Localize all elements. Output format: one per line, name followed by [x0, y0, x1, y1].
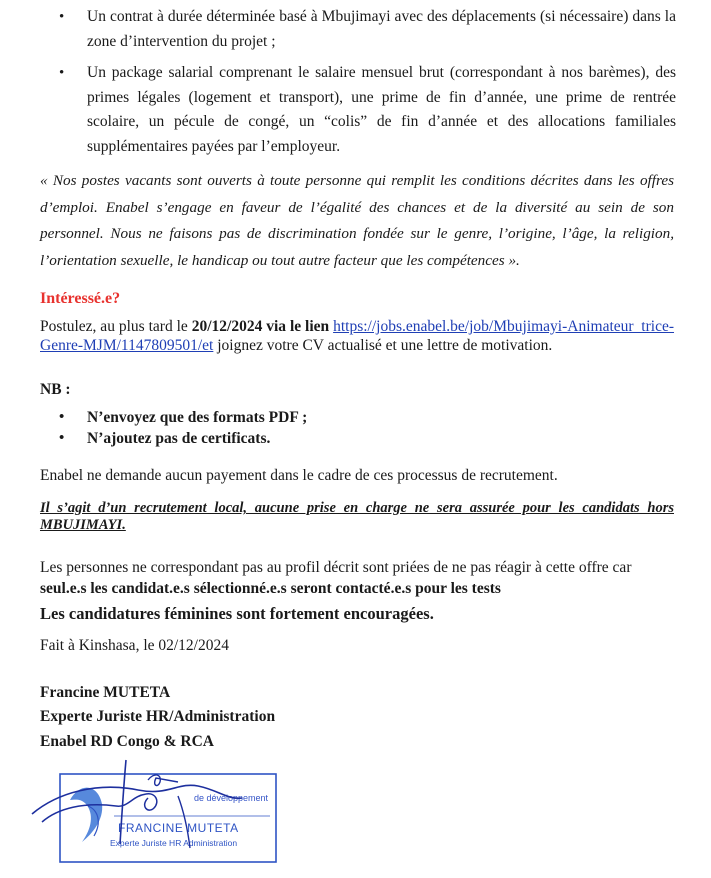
- list-item: • N’envoyez que des formats PDF ;: [40, 407, 676, 428]
- selection-notice: [40, 557, 676, 599]
- encouragement-text: Les candidatures féminines sont fortement encouragées.: [40, 604, 434, 623]
- apply-paragraph: [40, 318, 674, 355]
- conditions-list: [40, 5, 676, 166]
- stamp-org-text: de développement: [194, 793, 269, 803]
- stamp-title-text: Experte Juriste HR Administration: [110, 838, 238, 848]
- notice-text: Les personnes ne correspondant pas au profil décrit sont priées de ne pas réagir à cette offre car: [40, 559, 632, 576]
- apply-outro: joignez votre CV actualisé et une lettre de motivation.: [213, 336, 553, 354]
- stamp-name-text: FRANCINE MUTETA: [118, 821, 239, 835]
- place-date: Fait à Kinshasa, le 02/12/2024: [40, 637, 229, 654]
- signatory-title: Experte Juriste HR/Administration: [40, 708, 276, 725]
- apply-deadline: 20/12/2024 via le lien: [191, 318, 330, 335]
- signatory-org: Enabel RD Congo & RCA: [40, 733, 214, 750]
- handwritten-signature-icon: [28, 752, 248, 852]
- list-item: • Un package salarial comprenant le salaire mensuel brut (correspondant à nos barèmes), des primes légales (logement et transport), une prime de fin d’année, une prime de rentrée scolaire, un pécule de congé, un “colis” de fin d’année et des allocations familiales supplémentaires payées par l’employeur.: [40, 61, 676, 159]
- nb-list: [40, 407, 676, 449]
- interested-heading: Intéressé.e?: [40, 290, 121, 307]
- apply-intro: Postulez, au plus tard le: [40, 318, 192, 335]
- signatory-name: Francine MUTETA: [40, 684, 171, 701]
- list-item: • N’ajoutez pas de certificats.: [40, 428, 676, 449]
- list-item: • Un contrat à durée déterminée basé à Mbujimayi avec des déplacements (si nécessaire) dans la zone d’intervention du projet ;: [40, 5, 676, 54]
- diversity-statement: « Nos postes vacants sont ouverts à toute personne qui remplit les conditions décrites dans les offres d’emploi. Enabel s’engage en faveur de l’égalité des chances et de la diversité au sein de son personnel. Nous ne faisons pas de discrimination fondée sur le genre, l’origine, l’âge, la religion, l’orientation sexuelle, le handicap ou tout autre facteur que les compétences ».: [40, 172, 674, 269]
- local-recruitment-notice: Il s’agit d’un recrutement local, aucune prise en charge ne sera assurée pour les candidats hors MBUJIMAYI.: [40, 500, 674, 533]
- application-link[interactable]: https://jobs.enabel.be/job/Mbujimayi-Animateur_trice-Genre-MJM/1147809501/et: [40, 318, 675, 354]
- notice-bold-text: seul.e.s les candidat.e.s sélectionné.e.s seront contacté.e.s pour les tests: [40, 580, 501, 597]
- nb-label: NB :: [40, 381, 71, 398]
- no-payment-text: Enabel ne demande aucun payement dans le cadre de ces processus de recrutement.: [40, 467, 558, 484]
